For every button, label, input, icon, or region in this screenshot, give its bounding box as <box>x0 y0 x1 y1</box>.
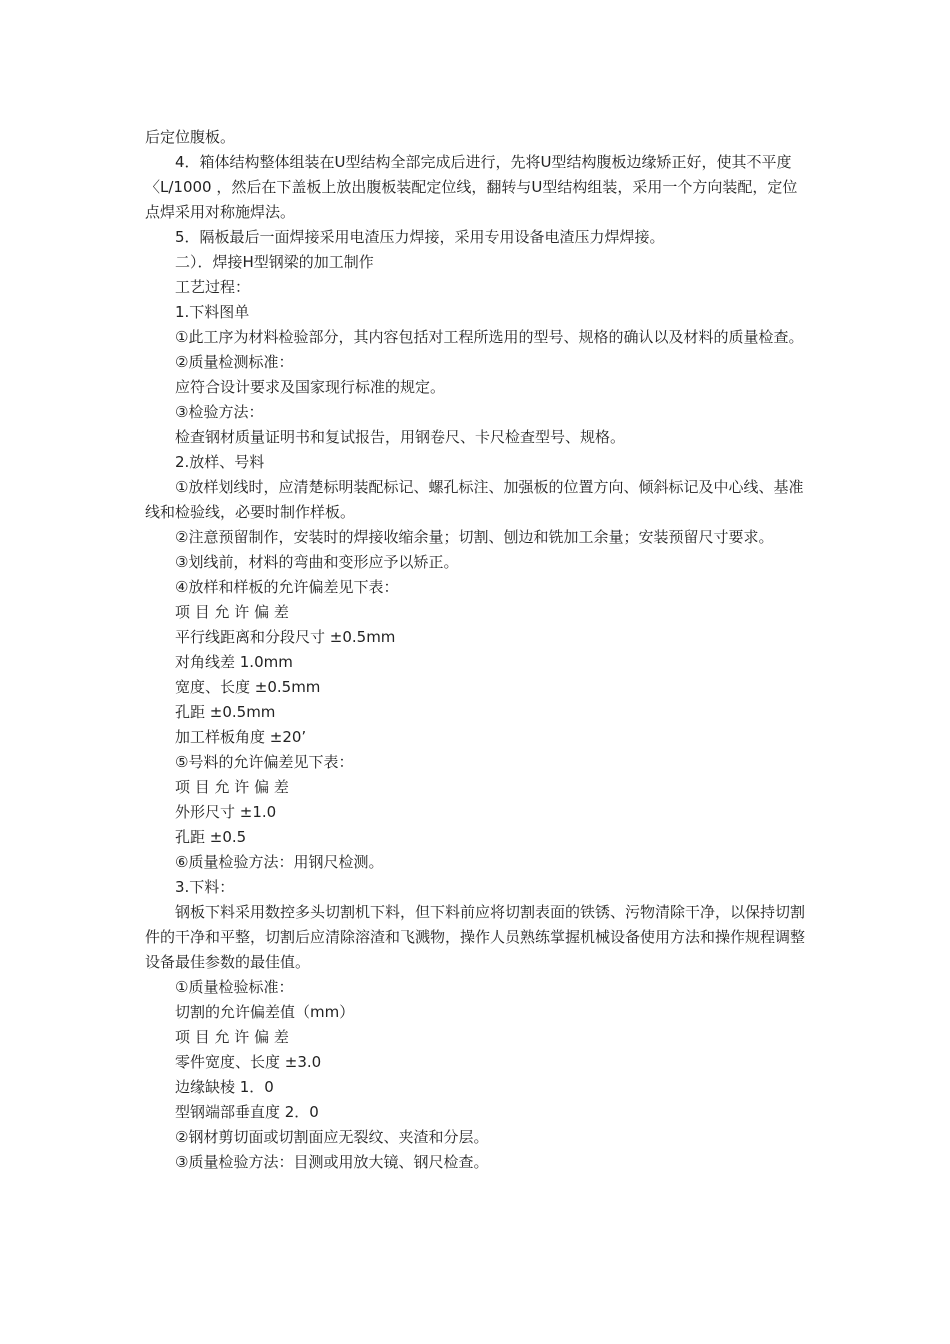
paragraph: 孔距 ±0.5 <box>175 828 247 846</box>
paragraph: ⑤号料的允许偏差见下表： <box>175 753 354 771</box>
document-body <box>145 125 805 1175</box>
paragraph: ②钢材剪切面或切割面应无裂纹、夹渣和分层。 <box>175 1128 489 1146</box>
paragraph: 后定位腹板。 <box>145 128 236 146</box>
paragraph: ②注意预留制作，安装时的焊接收缩余量；切割、刨边和铣加工余量；安装预留尺寸要求。 <box>175 528 774 546</box>
paragraph: 孔距 ±0.5mm <box>175 703 276 721</box>
paragraph: 检查钢材质量证明书和复试报告，用钢卷尺、卡尺检查型号、规格。 <box>175 428 626 446</box>
paragraph: 切割的允许偏差值（mm） <box>175 1003 355 1021</box>
paragraph: ③划线前，材料的弯曲和变形应予以矫正。 <box>175 553 459 571</box>
paragraph: 边缘缺棱 1．0 <box>175 1078 274 1096</box>
paragraph: 5．隔板最后一面焊接采用电渣压力焊接，采用专用设备电渣压力焊焊接。 <box>175 228 665 246</box>
paragraph: ③检验方法： <box>175 403 264 421</box>
paragraph: ④放样和样板的允许偏差见下表： <box>175 578 399 596</box>
paragraph: ②质量检测标准： <box>175 353 294 371</box>
paragraph: 平行线距离和分段尺寸 ±0.5mm <box>175 628 396 646</box>
paragraph: ⑥质量检验方法：用钢尺检测。 <box>175 853 384 871</box>
paragraph: 钢板下料采用数控多头切割机下料，但下料前应将切割表面的铁锈、污物清除干净，以保持切割件的干净和平整，切割后应清除溶渣和飞溅物，操作人员熟练掌握机械设备使用方法和操作规程调整设备最佳参数的最佳值。 <box>145 903 806 971</box>
paragraph: 4．箱体结构整体组装在U型结构全部完成后进行，先将U型结构腹板边缘矫正好，使其不平度〈L/1000 ，然后在下盖板上放出腹板装配定位线，翻转与U型结构组装，采用一个方向装配，定位点焊采用对称施焊法。 <box>145 153 798 221</box>
paragraph: 零件宽度、长度 ±3.0 <box>175 1053 322 1071</box>
paragraph: ①质量检验标准： <box>175 978 294 996</box>
paragraph: 对角线差 1.0mm <box>175 653 293 671</box>
paragraph: 项 目 允 许 偏 差 <box>175 1028 289 1046</box>
paragraph: 3.下料： <box>175 878 235 896</box>
paragraph: ①放样划线时，应清楚标明装配标记、螺孔标注、加强板的位置方向、倾斜标记及中心线、基准线和检验线，必要时制作样板。 <box>145 478 804 521</box>
paragraph: 工艺过程： <box>175 278 251 296</box>
paragraph: 加工样板角度 ±20’ <box>175 728 307 746</box>
paragraph: 1.下料图单 <box>175 303 250 321</box>
paragraph: 项 目 允 许 偏 差 <box>175 603 289 621</box>
paragraph: 型钢端部垂直度 2．0 <box>175 1103 319 1121</box>
paragraph: ③质量检验方法：目测或用放大镜、钢尺检查。 <box>175 1153 489 1171</box>
paragraph: 应符合设计要求及国家现行标准的规定。 <box>175 378 446 396</box>
paragraph: ①此工序为材料检验部分，其内容包括对工程所选用的型号、规格的确认以及材料的质量检查。 <box>175 328 804 346</box>
paragraph: 项 目 允 许 偏 差 <box>175 778 289 796</box>
paragraph: 宽度、长度 ±0.5mm <box>175 678 321 696</box>
paragraph: 外形尺寸 ±1.0 <box>175 803 277 821</box>
paragraph: 2.放样、号料 <box>175 453 265 471</box>
paragraph: 二）．焊接H型钢梁的加工制作 <box>175 253 374 271</box>
